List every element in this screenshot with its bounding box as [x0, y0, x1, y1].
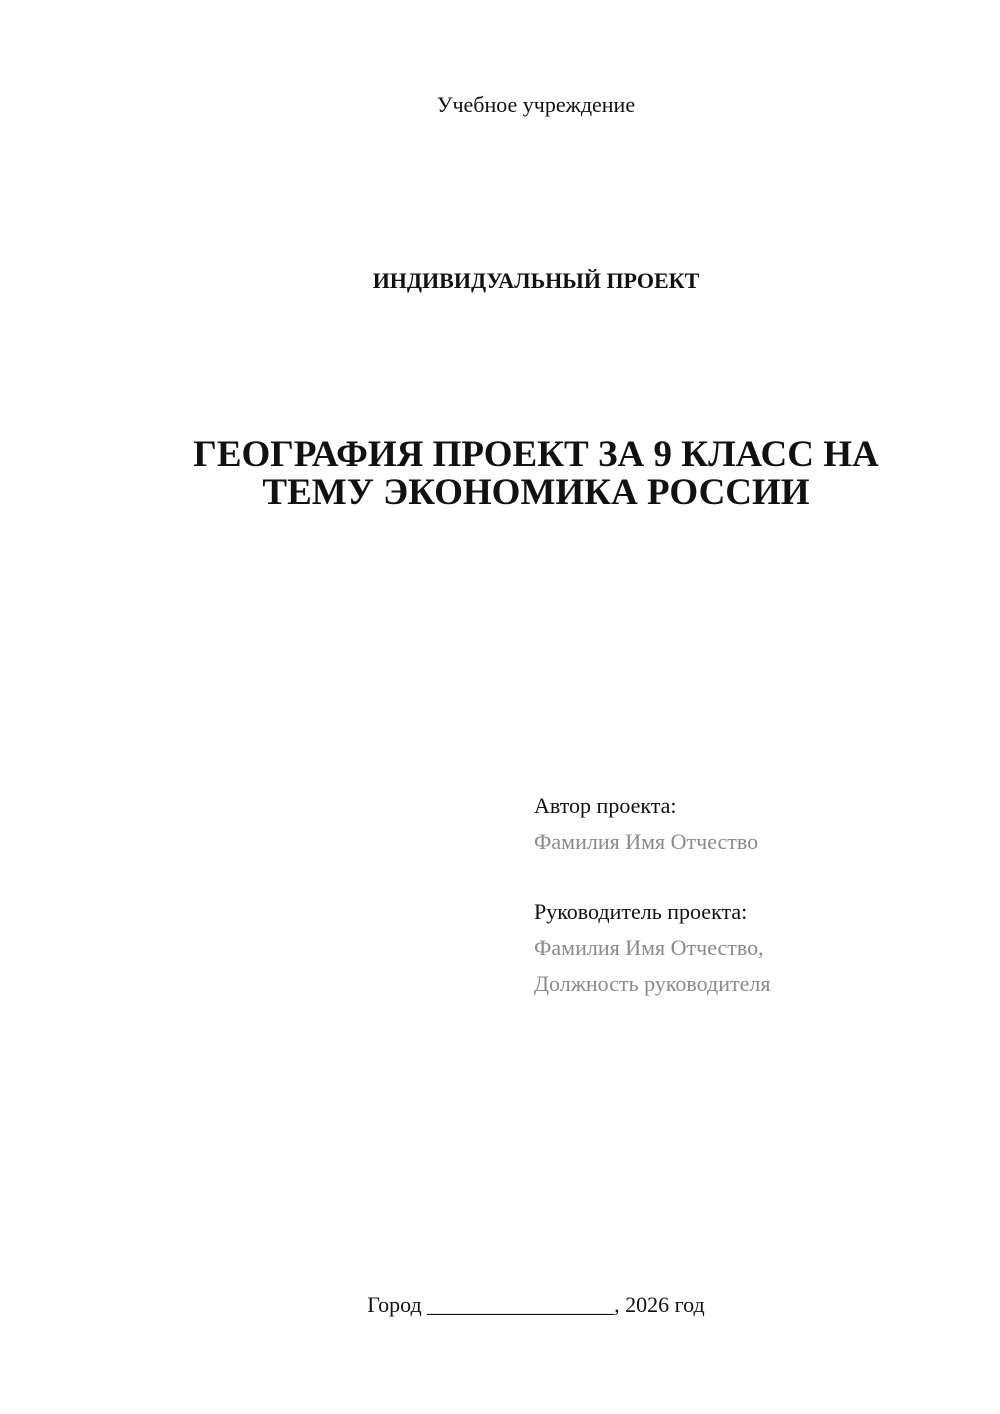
signature-block — [534, 788, 974, 1002]
city-year-line: Город _________________, 2026 год — [367, 1292, 705, 1317]
institution-name: Учебное учреждение — [436, 92, 636, 117]
author-name: Фамилия Имя Отчество — [534, 829, 759, 854]
project-title — [140, 436, 932, 512]
author-label: Автор проекта: — [534, 793, 677, 818]
project-title-line-1: ГЕОГРАФИЯ ПРОЕКТ ЗА 9 КЛАСС НА — [193, 434, 879, 475]
document-type: ИНДИВИДУАЛЬНЫЙ ПРОЕКТ — [372, 268, 700, 293]
supervisor-name: Фамилия Имя Отчество, — [534, 935, 764, 960]
supervisor-label: Руководитель проекта: — [534, 899, 748, 924]
supervisor-position: Должность руководителя — [534, 971, 771, 996]
spacer — [534, 860, 974, 894]
project-title-line-2: ТЕМУ ЭКОНОМИКА РОССИИ — [262, 472, 810, 513]
